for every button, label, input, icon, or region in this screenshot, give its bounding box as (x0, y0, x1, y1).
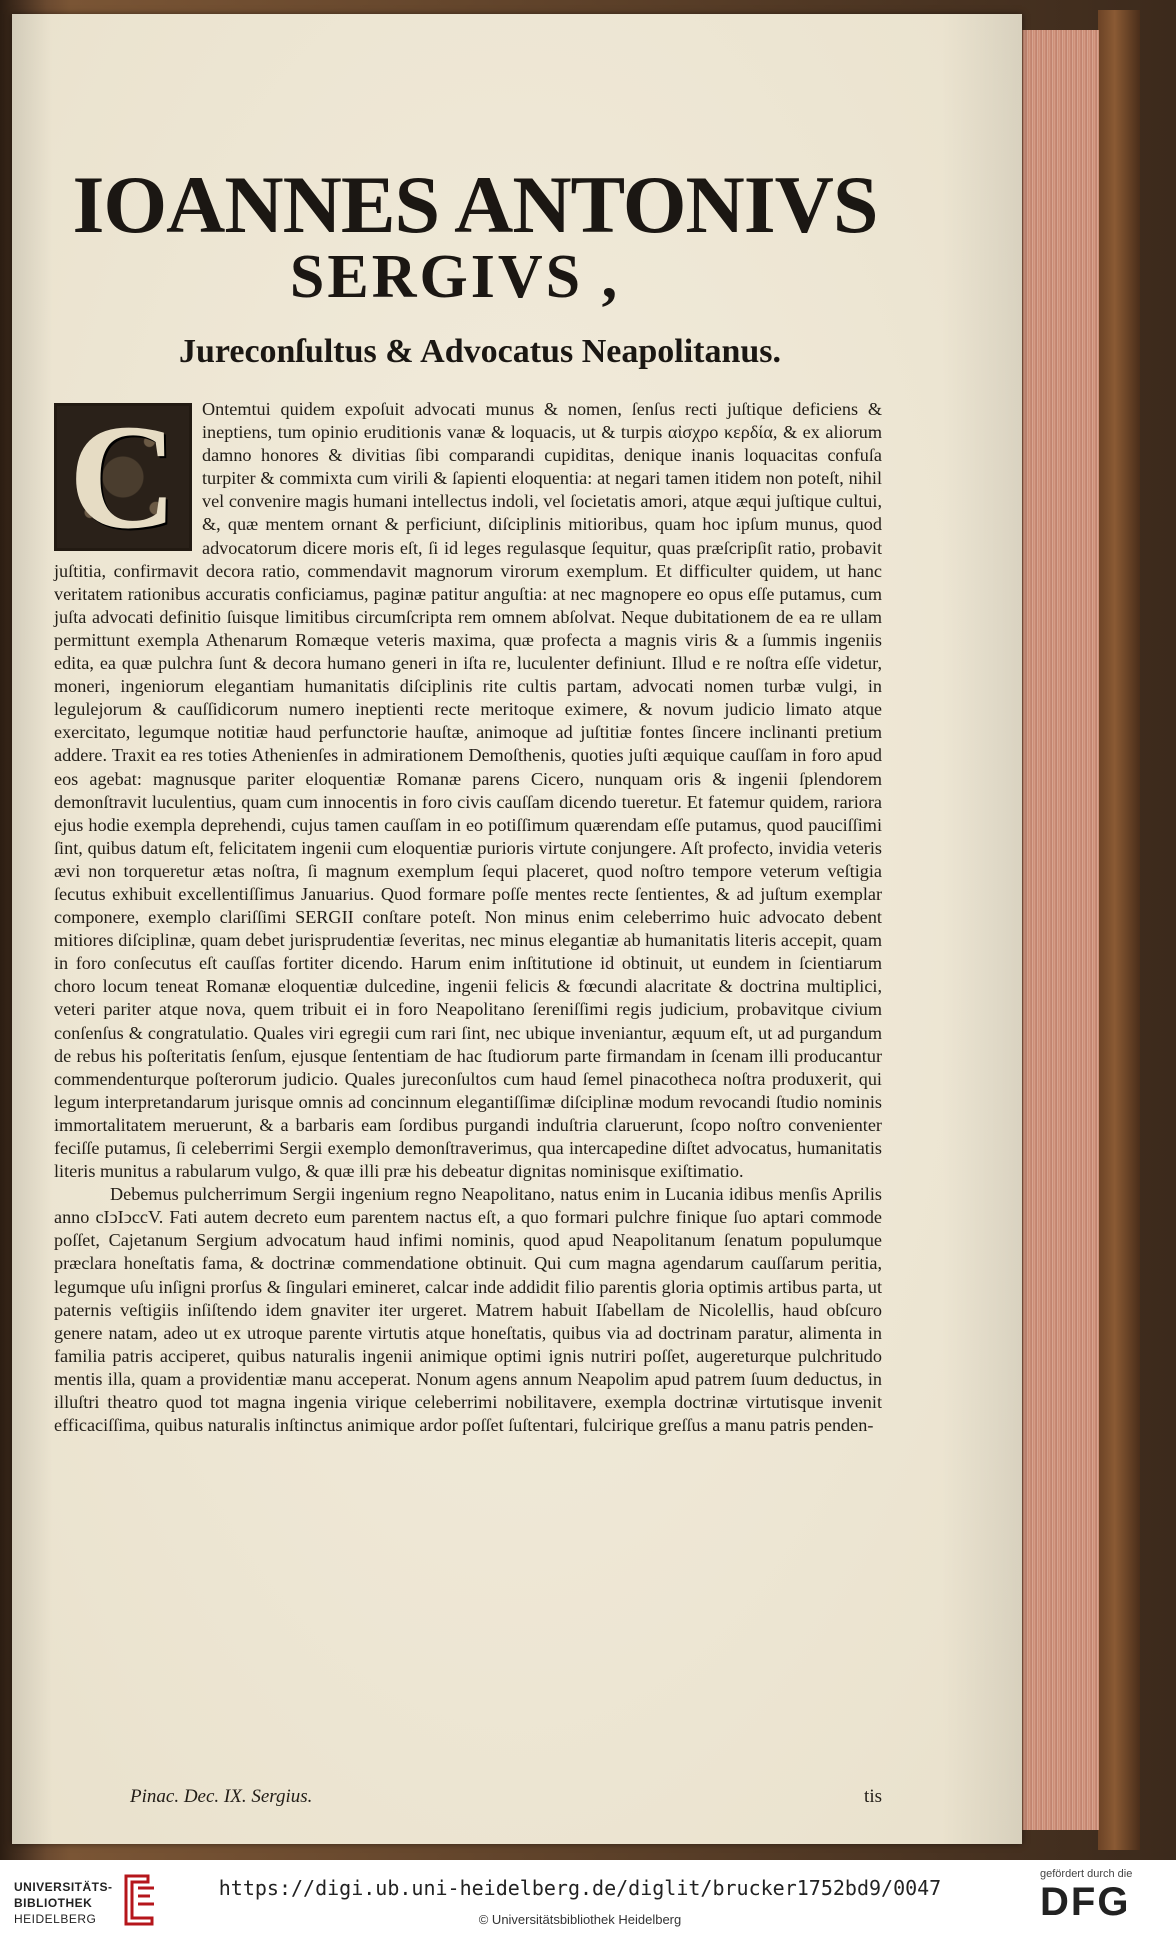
library-name-line3: HEIDELBERG (14, 1912, 97, 1926)
decorated-initial (54, 394, 192, 560)
page-footer (130, 1786, 882, 1808)
footer-catchword: tis (864, 1786, 882, 1807)
initial-letter: C (68, 394, 178, 560)
page-title: IOANNES ANTONIVS (72, 159, 878, 250)
copyright-notice: © Universitätsbibliothek Heidelberg (478, 1912, 682, 1927)
library-logo[interactable] (14, 1874, 174, 1930)
library-name-line2: BIBLIOTHEK (14, 1896, 93, 1910)
page-subtitle-role: Jureconſultus & Advocatus Neapolitanus. (178, 333, 782, 370)
paragraph-2: Debemus pulcherrimum Sergii ingenium regno Neapolitano, natus enim in Lucania idibus menſis Aprilis anno cIↄIↄccV. Fati autem decreto eum parentem nactus eſt, a quo formari pulchre finique ſuo aptari commode poſſet, Cajetanum Sergium advocatum haud infimi nominis, quod apud Neapolitanum ſenatum populumque præclara honeſtatis fama, & doctrinæ commendatione obtinuit. Qui cum magna agendarum cauſſarum peritia, legumque uſu inſigni prorſus & ſingulari emineret, calcar inde addidit filio parentis gloria optimis artibus parta, ut paternis veſtigiis inſiſtendo idem gnaviter iter urgeret. Matrem habuit Iſabellam de Nicolellis, haud obſcuro genere natam, adeo ut ex utroque parente virtutis atque honeſtatis, quibus via ad doctrinam paratur, alimenta in familia patris acciperet, quibus naturalis ingenii animique optimi ignis nutriri poſſet, augereturque pulchritudo mentis illa, quam a providentiæ manu acceperat. Nonum agens annum Neapolim apud patrem ſuum deductus, in illuſtri theatro quod tot magna ingenia virique celeberrimi nobilitavere, exempla doctrinæ virtutisque invenit efficaciſſima, quibus naturalis inſtinctus animique ardor poſſet ſuſtentari, fulcirique greſſus a manu patris penden- (54, 1184, 882, 1436)
dfg-logo-text: DFG (1040, 1880, 1131, 1924)
funded-by-label: gefördert durch die (1040, 1868, 1133, 1880)
body-text (54, 394, 882, 1437)
book-cover-edge (1098, 10, 1140, 1850)
page-subtitle-name: SERGIVS , (289, 243, 621, 311)
paragraph-1: Ontemtui quidem expoſuit advocati munus & nomen, ſenſus recti juſtique deficiens & ineptiens, tum opinio eruditionis vanæ & loquacis, ut & turpis αἰσχρο κερδία, & ex aliorum damno honores & divitias ſibi comparandi cupiditas, denique inanis loquacitas confuſa turpiter & commixta cum virili & ſapienti eloquentia: at negari tamen itidem non poteſt, nihil vel convenire magis humani intellectus indoli, vel ſocietatis amori, atque æqui juſtique cultui, &, quæ mentem ornant & perficiunt, diſciplinis mitioribus, quam hoc ipſum munus, quod advocatorum dicere moris eſt, ſi id leges regulasque ſequitur, quas præſcripſit ratio, probavit juſtitia, confirmavit decora ratio, commendavit magnorum virorum exemplum. Et difficulter quidem, ut hanc veritatem rationibus accuratis conficiamus, paginæ patitur anguſtia: at nec magnopere eo opus eſſe putamus, cum juſta advocati definitio ſuisque limitibus circumſcripta rem omnem abſolvat. Neque dubitationem de ea re ullam permittunt exempla Athenarum Romæque veteris maxima, quæ profecta a magnis viris & a ſummis ingeniis edita, ea quæ pulchra ſunt & decora humano generi in iſta re, luculenter definiunt. Illud e re noſtra eſſe videtur, moneri, ingeniorum elegantiam humanitatis diſciplinis rite cultis partam, advocati nomen turbæ vulgi, in legulejorum & cauſſidicorum numero ineptienti recte meritoque eximere, & novum judicio limato atque exercitato, legumque notitiæ haud perfunctorie hauſtæ, animoque ad juſtitiæ fontes ſincere inclinanti pretium addere. Traxit ea res toties Athenienſes in admirationem Demoſthenis, quoties juſti æquique cauſſam in foro apud eos agebat: magnusque pariter eloquentiæ Romanæ parens Cicero, nunquam oris & ingenii ſplendorem demonſtravit luculentius, quam cum innocentis in foro civis cauſſam dicendo tueretur. Et fatemur quidem, rariora ejus hodie exempla deprehendi, cujus tamen cauſſam in eo potiſſimum quærendam eſſe putamus, quod pauciſſimi ſint, quibus datum eſt, felicitatem ingenii cum eloquentiæ purioris virtute conjungere. Aſt profecto, invidia veteris ævi non torqueretur ætas noſtra, ſi magnum exemplum ſequi placeret, quod noſtro tempore veterum veſtigia ſecutus exhibuit excellentiſſimus Januarius. Quod formare poſſe mentes recte ſentientes, & ad juſtum exemplar componere, exemplo clariſſimi SERGII conſtare poteſt. Non minus enim celeberrimo huic advocato debent mitiores diſciplinæ, quam debet jurisprudentiæ ſeveritas, nec minus elegantiæ ab humanitatis literis accepit, quam in foro conſecutus eſt cauſſas fortiter dicendo. Harum enim inſtitutione id obtinuit, ut eundem in ſcientiarum choro locum teneat Romanæ eloquentiæ dulcedine, ingenii felicis & fœcundi alacritate & doctrina multiplici, veteri pariter atque nova, quem tribuit ei in foro Neapolitano ſereniſſimi regis judicium, probavitque civium conſenſus & congratulatio. Quales viri egregii cum rari ſint, nec ubique inveniantur, æquum eſt, ut ad purgandum de rebus his poſteritatis ſenſum, ejusque ſententiam de hac ſtudiorum parte firmandam in ſcenam illi producantur commendenturque poſterorum judicio. Quales jureconſultos cum haud ſemel pinacotheca noſtra produxerit, qui legum interpretandarum jurisque omnis ad concinnum elegantiſſimæ diſciplinæ modum revocandi ſtudio nominis immortalitatem meruerunt, & a barbaris eam ſordibus purgandi induſtria claruerunt, ſcopo noſtro convenienter feciſſe putamus, ſi celeberrimi Sergii exemplo demonſtraverimus, qua intercapedine diſtet advocatus, humanitatis literis munitus a rabularum vulgo, & quæ illi præ his debeatur dignitas nominisque exiſtimatio. (54, 399, 882, 1182)
page-edges (1022, 30, 1099, 1830)
dfg-logo[interactable] (1040, 1868, 1170, 1934)
library-logo-mark-icon (118, 1874, 158, 1926)
footer-signature: Pinac. Dec. IX. Sergius. (130, 1786, 313, 1807)
viewer-bottom-bar (0, 1860, 1176, 1940)
library-name-line1: UNIVERSITÄTS- (14, 1880, 113, 1894)
page-url[interactable]: https://digi.ub.uni-heidelberg.de/diglit/brucker1752bd9/0047 (218, 1876, 942, 1900)
